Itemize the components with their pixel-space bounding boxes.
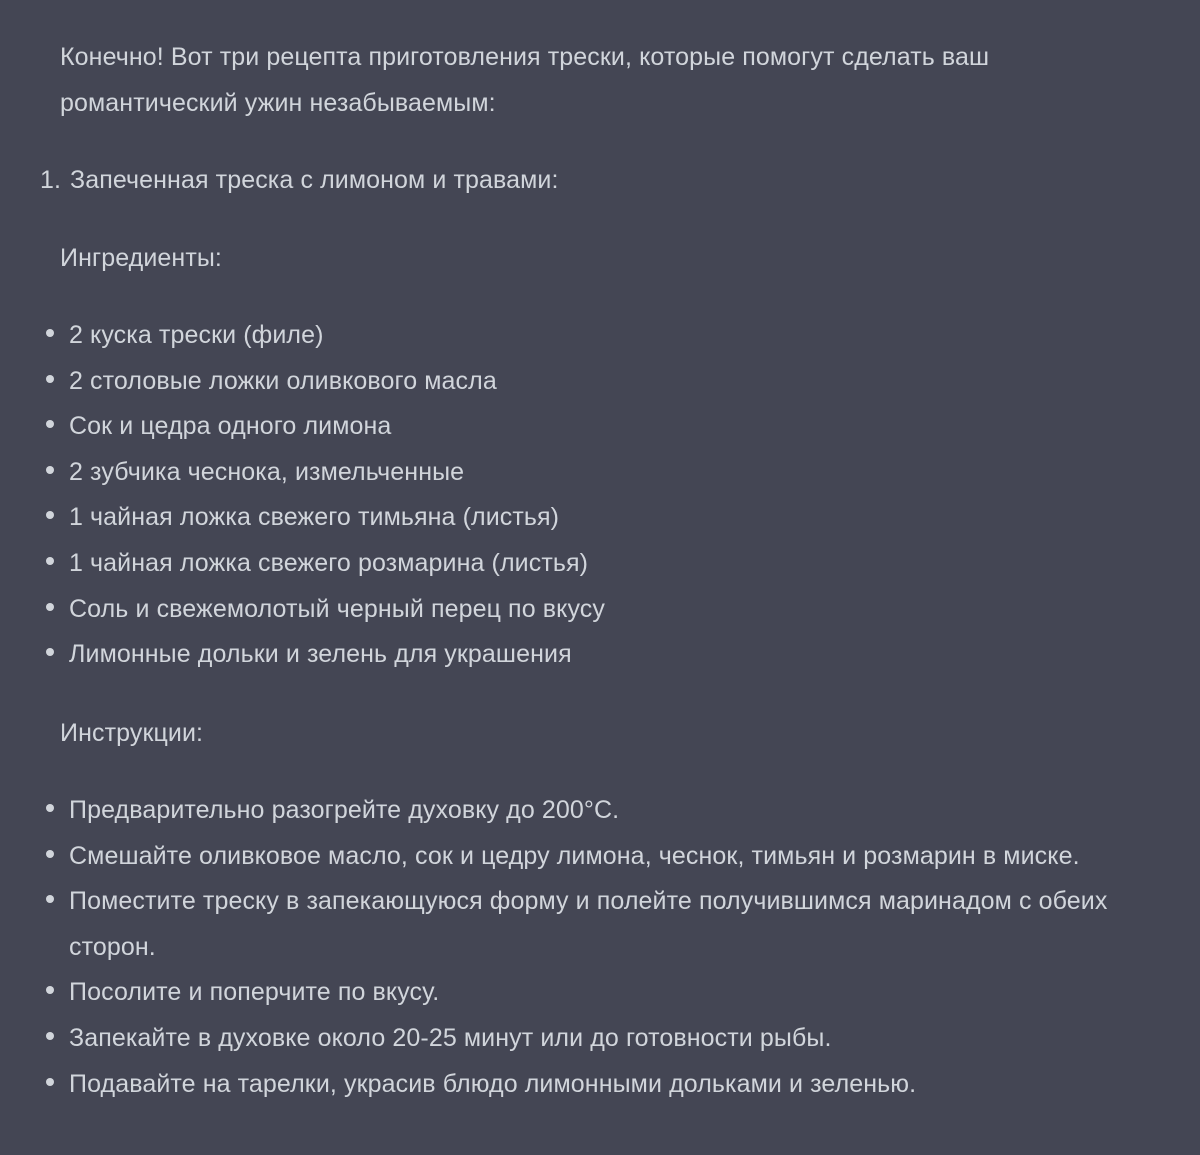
bullet-icon xyxy=(46,420,54,428)
ingredients-list xyxy=(0,313,1190,678)
recipe-title: Запеченная треска с лимоном и травами: xyxy=(70,166,559,194)
bullet-icon xyxy=(46,466,54,474)
bullet-icon xyxy=(46,1078,54,1086)
list-item xyxy=(0,587,1190,633)
recipe-title-item xyxy=(40,160,559,200)
list-item xyxy=(0,879,1190,970)
list-item xyxy=(0,970,1190,1016)
list-item xyxy=(0,632,1190,678)
ingredient-text: 2 куска трески (филе) xyxy=(69,321,324,349)
bullet-icon xyxy=(46,511,54,519)
instruction-text: Поместите треску в запекающуюся форму и полейте получившимся маринадом с обеих сторон. xyxy=(69,887,1108,961)
bullet-icon xyxy=(46,1032,54,1040)
intro-text: Конечно! Вот три рецепта приготовления трески, которые помогут сделать ваш романтический ужин незабываемым: xyxy=(60,43,990,117)
list-item xyxy=(0,359,1190,405)
bullet-icon xyxy=(46,603,54,611)
recipe-number: 1. xyxy=(40,166,62,194)
list-item xyxy=(0,1016,1190,1062)
list-item xyxy=(0,450,1190,496)
ingredient-text: Сок и цедра одного лимона xyxy=(69,412,392,441)
ingredient-text: Соль и свежемолотый черный перец по вкусу xyxy=(69,594,605,623)
bullet-icon xyxy=(46,986,54,994)
instruction-text: Посолите и поперчите по вкусу. xyxy=(69,978,440,1007)
list-item xyxy=(0,834,1190,880)
instruction-text: Предварительно разогрейте духовку до 200°C. xyxy=(69,796,620,824)
bullet-icon xyxy=(46,850,54,858)
instructions-list xyxy=(0,788,1190,1107)
instruction-text: Подавайте на тарелки, украсив блюдо лимонными дольками и зеленью. xyxy=(69,1069,917,1098)
list-item xyxy=(0,788,1190,834)
list-item xyxy=(0,1062,1190,1108)
instruction-text: Запекайте в духовке около 20-25 минут или до готовности рыбы. xyxy=(69,1023,832,1052)
bullet-icon xyxy=(46,648,54,656)
list-item xyxy=(0,541,1190,587)
bullet-icon xyxy=(46,895,54,903)
ingredient-text: Лимонные дольки и зелень для украшения xyxy=(69,640,572,669)
ingredient-text: 1 чайная ложка свежего розмарина (листья) xyxy=(69,548,589,577)
ingredient-text: 2 столовые ложки оливкового масла xyxy=(69,366,497,395)
instructions-heading: Инструкции: xyxy=(60,719,204,747)
ingredient-text: 2 зубчика чеснока, измельченные xyxy=(69,457,465,486)
list-item xyxy=(0,495,1190,541)
ingredients-heading: Ингредиенты: xyxy=(60,244,222,272)
bullet-icon xyxy=(46,557,54,565)
list-item xyxy=(0,404,1190,450)
list-item xyxy=(0,313,1190,359)
ingredient-text: 1 чайная ложка свежего тимьяна (листья) xyxy=(69,503,560,532)
bullet-icon xyxy=(46,329,54,337)
bullet-icon xyxy=(46,804,54,812)
instruction-text: Смешайте оливковое масло, сок и цедру лимона, чеснок, тимьян и розмарин в миске. xyxy=(69,841,1080,870)
bullet-icon xyxy=(46,375,54,383)
